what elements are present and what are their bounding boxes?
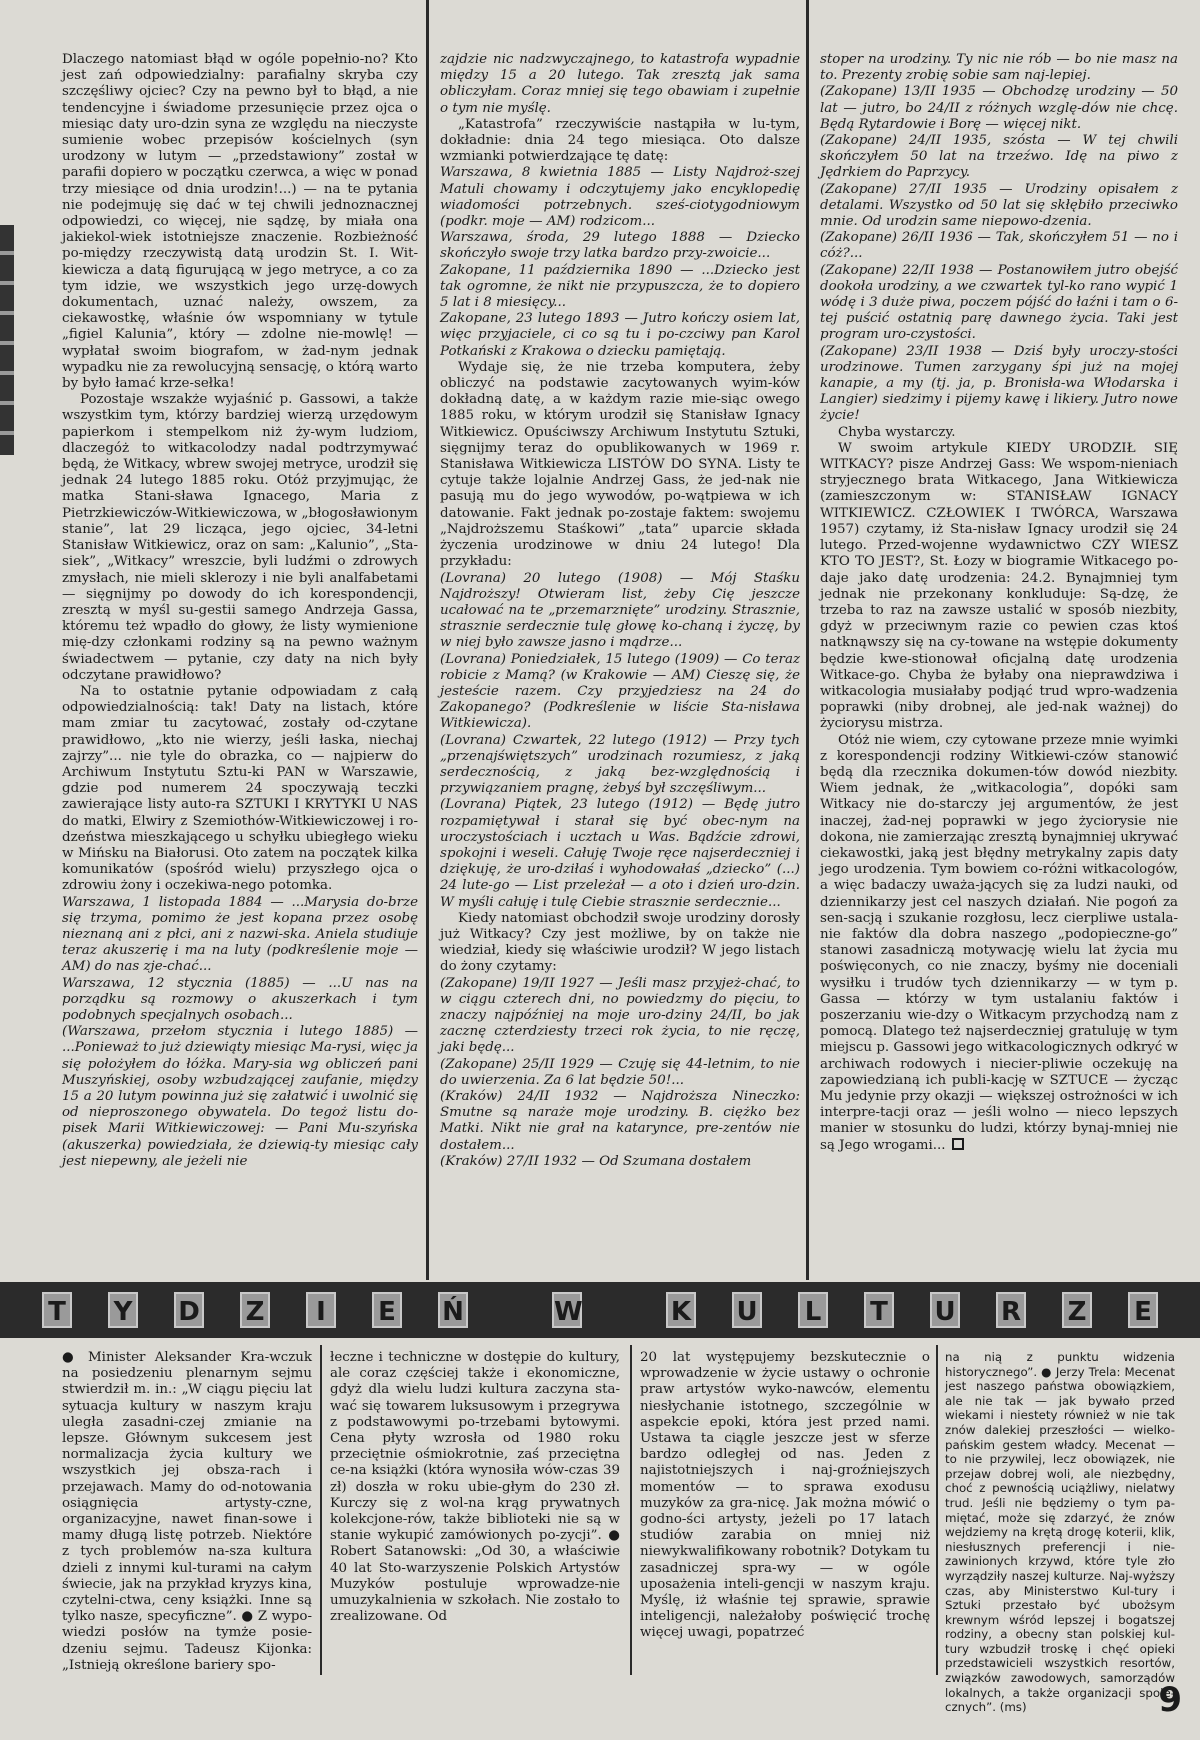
letter-quote: (Warszawa, przełom stycznia i lutego 1885) — ...Ponieważ to już dziewiąty miesiąc Ma-rysi, więc ja się położyłem do łóżka. Mary-sia wg obliczeń pani Muszyńskiej, osoby wzbudzającej zaufanie, między 15 a 20 lutym powinna już się załatwić i uwolnić się od nieproszonego obywatela. Do tegoż listu do-pisek Marii Witkiewiczowej: — Pani Mu-szyńska (akuszerka) powiedziała, że dziewią-ty miesiąc cały jest niepewny, ale jeżeli nie [62, 1024, 418, 1169]
banner-spacer [618, 1292, 630, 1328]
news-column-divider [936, 1345, 938, 1675]
letter-quote: Warszawa, 12 stycznia (1885) — ...U nas na porządku są rozmowy o akuszerkach i tym podobnych specjalnych osobach... [62, 975, 418, 1023]
paragraph: „Katastrofa” rzeczywiście nastąpiła w lu-tym, dokładnie: dnia 24 tego miesiąca. Oto dalsze wzmianki potwierdzające tę datę: [440, 116, 800, 165]
paragraph: Kiedy natomiast obchodził swoje urodziny dorosły już Witkacy? Czy jest możliwe, by on także nie wiedział, kiedy się właściwie urodził? W jego listach do żony czytamy: [440, 910, 800, 975]
banner-letter: R [996, 1292, 1026, 1328]
banner-letter: E [1128, 1292, 1158, 1328]
banner-letter: K [666, 1292, 696, 1328]
letter-quote: Warszawa, 1 listopada 1884 — ...Marysia do-brze się trzyma, pomimo że jest kopana przez osobę nieznaną ani z płci, ani z nazwi-ska. Aniela studiuje teraz akuszerię i ma na luty (podkreślenie moje — AM) do nas zje-chać... [62, 894, 418, 975]
article-column-1 [62, 52, 418, 1274]
letter-quote: (Kraków) 27/II 1932 — Od Szumana dostałem [440, 1153, 752, 1169]
paragraph: Chyba wystarczy. [838, 424, 956, 440]
news-column-divider [630, 1345, 632, 1675]
paragraph: Dlaczego natomiast błąd w ogóle popełnio-no? Kto jest zań odpowiedzialny: parafialny skryba czy szczęśliwy ojciec? Czy na pewno był to błąd, a nie tendencyjne i świadome przesunięcie przez ojca o miesiąc daty uro-dzin syna ze względu na nieczyste sumienie wobec przepisów kościelnych (syn urodzony w lutym — „przedstawiony” został w parafii dopiero w początku czerwca, a więc w ponad trzy miesiące od dnia urodzin!...) — na te pytania nie podejmuję się dać w tej chwili jednoznacznej odpowiedzi, co więcej, nie sądzę, by miała ona jakiekol-wiek istotniejsze znaczenie. Rozbieżność po-między rzeczywistą datą urodzin St. I. Wit-kiewicza a datą figurującą w jego metryce, a co za tym idzie, we wszystkich jego urzę-dowych dokumentach, uznać należy, owszem, za ciekawostkę, właśnie ów wspomniany w tytule „figiel Kalunia”, który — zdolne nie-mowlę! — wypłatał swoim biografom, w żad-nym jednak wypadku nie za rewolucyjną sensację, o którą warto by było łamać krze-sełka! [62, 52, 418, 392]
news-column-2: łeczne i techniczne w dostępie do kultury, ale coraz częściej także i ekonomiczne, gdyż dla wielu ludzi kultura zaczyna sta-wać się towarem luksusowym i przegrywa z podstawowymi po-trzebami bytowymi. Cena płyty wzrosła od 1980 roku przeciętnie ośmiokrotnie, zaś przeciętna ce-na książki (która wynosiła wów-czas 39 zł) doszła w roku ubie-głym do 230 zł. Kurczy się z wol-na krąg prywatnych kolekcjone-rów, także biblioteki nie są w stanie wykupić zamówionych po-zycji”. ● Robert Satanowski: „Od 30, a właściwie 40 lat Sto-warzyszenie Polskich Artystów Muzyków postuluje wprowadze-nie umuzykalnienia w szkołach. Nie zostało to zrealizowane. Od [330, 1350, 620, 1625]
banner-letter: T [42, 1292, 72, 1328]
news-column-3: 20 lat występujemy bezskutecznie o wprowadzenie w życie ustawy o ochronie praw artystów wyko-nawców, elementu niesłychanie istotnego, szczególnie w aspekcie epoki, która jest przed nami. Ustawa ta ciągle jeszcze jest w sferze bardzo odległej od nas. Jeden z najistotniejszych i naj-groźniejszych momentów — to sprawa exodusu muzyków za gra-nicę. Jak można mówić o godno-ści artysty, jeżeli po 17 latach studiów zarabia on mniej niż niewykwalifikowany robotnik? Dotykam tu zasadniczej spra-wy — w ogóle uposażenia inteli-gencji w naszym kraju. Myślę, iż właśnie tej sprawie, sprawie inteligencji, należałoby poświęcić trochę więcej uwagi, popatrzeć [640, 1350, 930, 1641]
banner-letter: U [930, 1292, 960, 1328]
banner-letter: T [864, 1292, 894, 1328]
letter-quote: Warszawa, 8 kwietnia 1885 — Listy Najdroż-szej Matuli chowamy i odczytujemy jako encyklopedię wiadomości potrzebnych. sześ-ciotygodniowym (podkr. moje — AM) rodzicom... [440, 165, 800, 230]
letter-quote: (Zakopane) 25/II 1929 — Czuję się 44-letnim, to nie do uwierzenia. Za 6 lat będzie 50!... [440, 1056, 800, 1088]
letter-quote: (Zakopane) 24/II 1935, szósta — W tej chwili skończyłem 50 lat na trzeźwo. Idę na piwo z Jędrkiem do Paprzycy. [820, 133, 1178, 181]
paragraph: W swoim artykule KIEDY URODZIŁ SIĘ WITKACY? pisze Andrzej Gass: We wspom-nieniach stryjecznego brata Witkacego, Jana Witkiewicza (zamieszczonym w: STANISŁAW IGNACY WITKIEWICZ. CZŁOWIEK I TWÓRCA, Warszawa 1957) czytamy, iż Sta-nisław Ignacy urodził się 24 lutego. Przed-wojenne wydawnictwo CZY WIESZ KTO TO JEST?, St. Łozy w biogramie Witkacego po-daje jako datę urodzenia: 24.2. Bynajmniej tym jednak nie przekonany konkluduje: Są-dzę, że trzeba to raz na zawsze ustalić w sposób niezbity, gdyż w przeciwnym razie co pewien czas ktoś natknąwszy się na cy-towane na wstępie dokumenty będzie kwe-stionował oficjalną datę urodzenia Witkace-go. Chyba że byłaby ona nieprawdziwa i witkacologia musiałaby podjąć trud wpro-wadzenia poprawki (niby drobnej, ale jed-nak ważnej) do życiorysu mistrza. [820, 440, 1178, 732]
letter-quote: zajdzie nic nadzwyczajnego, to katastrofa wypadnie między 15 a 20 lutego. Tak zresztą jak sama obliczyłam. Coraz mniej się tego obawiam i zupełnie o tym nie myślę. [440, 52, 800, 116]
banner-letter: W [552, 1292, 582, 1328]
section-banner [0, 1282, 1200, 1338]
letter-quote: (Zakopane) 26/II 1936 — Tak, skończyłem 51 — no i cóż?... [820, 230, 1178, 262]
news-column-1: ● Minister Aleksander Kra-wczuk na posiedzeniu plenarnym sejmu stwierdził m. in.: „W ciągu pięciu lat sytuacja kultury w naszym kraju uległa zasadni-czej zmianie na lepsze. Głównym sukcesem jest normalizacja życia kultury we wszystkich jej obsza-rach i przejawach. Mamy do od-notowania osiągnięcia artysty-czne, organizacyjne, nawet finan-sowe i mamy długą listę potrzeb. Niektóre z tych problemów na-sza kultura dzieli z innymi kul-turami na całym świecie, jak na przykład kryzys kina, czytelni-ctwa, ceny książki. Inne są tylko nasze, specyficzne”. ● Z wypo-wiedzi posłów na tymże posie-dzeniu sejmu. Tadeusz Kijonka: „Istnieją określone bariery spo- [62, 1350, 312, 1673]
banner-letter: I [306, 1292, 336, 1328]
article-column-2 [440, 52, 800, 1274]
paragraph: Na to ostatnie pytanie odpowiadam z całą odpowiedzialnością: tak! Daty na listach, które mam zmiar tu zacytować, zostały od-czytane prawidłowo, „kto nie wierzy, jeśli łaska, niechaj zajrzy”... nie tyle do obrazka, co — najpierw do Archiwum Instytutu Sztu-ki PAN w Warszawie, gdzie pod numerem 24 spoczywają teczki zawierające listy auto-ra SZTUKI I KRYTYKI U NAS do matki, Elwiry z Szemiothów-Witkiewiczowej i ro-dzeństwa mieszkającego u schyłku ubiegłego wieku w Mińsku na Białorusi. Oto zatem na początek kilka komunikatów (spośród wielu) przyszłego ojca o zdrowiu żony i oczekiwa-nego potomka. [62, 683, 418, 894]
column-divider [806, 0, 809, 1280]
news-column-4: na nią z punktu widzenia historycznego”. ● Jerzy Trela: Mecenat jest naszego państwa obowiązkiem, ale nie tak — jak bywało przed wiekami i niestety również w nie tak znów dalekiej przeszłości — wielko-pańskim gestem władcy. Mecenat — to nie przywilej, lecz obowiązek, nie przejaw dobrej woli, ale niezbędny, choć z pewnością uciążliwy, nielatwy trud. Jeśli nie będziemy o tym pa-miętać, może się zdarzyć, że znów wejdziemy na krętą drogę koterii, klik, niesłusznych preferencji i nie-zawinionych krzywd, które tyle zło wyrządziły naszej kulturze. Naj-wyższy czas, aby Ministerstwo Kul-tury i Sztuki przestało być ubożsym krewnym wśród lepszej i bogatszej rodziny, a obecny stan polskiej kul-tury wzbudził troskę i chęć opieki przedstawicieli wszystkich resortów, związków zawodowych, samorządów lokalnych, a także organizacji społe-cznych”. (ms) [945, 1350, 1175, 1715]
banner-letter: Ń [438, 1292, 468, 1328]
page-number: 9 [1158, 1680, 1182, 1720]
paragraph [820, 733, 1178, 1154]
paragraph: Wydaje się, że nie trzeba komputera, żeby obliczyć na podstawie zacytowanych wyim-ków dokładną datę, a w każdym razie mie-siąc owego 1885 roku, w którym urodził się Stanisław Ignacy Witkiewicz. Opuściwszy Archiwum Instytutu Sztuki, sięgnijmy teraz do opublikowanych w 1969 r. Stanisława Witkiewicza LISTÓW DO SYNA. Listy te cytuje także lojalnie Andrzej Gass, że jed-nak nie pasują mu do jego wywodów, po-wątpiewa w ich datowanie. Fakt jednak po-zostaje faktem: swojemu „Najdroższemu Staśkowi” „tata” uparcie składa życzenia urodzinowe w dniu 24 lutego! Dla przykładu: [440, 359, 800, 570]
letter-quote: Zakopane, 23 lutego 1893 — Jutro kończy osiem lat, więc przyjaciele, ci co są tu i po-czciwy pan Karol Potkański z Krakowa o dziecku pamiętają. [440, 311, 800, 359]
letter-quote: stoper na urodziny. Ty nic nie rób — bo nie masz na to. Prezenty zrobię sobie sam naj-lepiej. [820, 52, 1178, 84]
banner-spacer [504, 1292, 516, 1328]
letter-quote: (Lovrana) Piątek, 23 lutego (1912) — Będę jutro rozpamiętywał i starał się być obec-nym na uroczystościach i ucztach u Was. Bądźcie zdrowi, spokojni i weseli. Całuję Twoje ręce najserdeczniej i dziękuję, że uro-dziłaś i wyhodowałaś „dziecko” (...) 24 lute-go — List przeleżał — a oto i dzień uro-dzin. W myśli całuję i tulę Ciebie strasznie serdecznie... [440, 797, 800, 910]
edge-marker-strip [0, 225, 14, 455]
banner-letter: E [372, 1292, 402, 1328]
banner-letter: Z [1062, 1292, 1092, 1328]
column-divider [426, 0, 429, 1280]
banner-letter: D [174, 1292, 204, 1328]
letter-quote: (Zakopane) 27/II 1935 — Urodziny opisałem z detalami. Wszystko od 50 lat się skłębiło przeciwko mnie. Od urodzin same niepowo-dzenia. [820, 181, 1178, 230]
letter-quote: (Zakopane) 13/II 1935 — Obchodzę urodziny — 50 lat — jutro, bo 24/II z różnych wzglę-dów nie chcę. Będą Rytardowie i Borę — więcej nikt. [820, 84, 1178, 132]
banner-letter: L [798, 1292, 828, 1328]
letter-quote: (Kraków) 24/II 1932 — Najdroższa Nineczko: Smutne są naraże moje urodziny. B. ciężko bez Matki. Nikt nie grał na katarynce, pre-zentów nie dostałem... [440, 1089, 800, 1153]
news-column-divider [320, 1345, 322, 1675]
banner-letter: Z [240, 1292, 270, 1328]
letter-quote: (Lovrana) 20 lutego (1908) — Mój Staśku Najdroższy! Otwieram list, żeby Cię jeszcze ucałować na te „przemarznięte” urodziny. Strasznie, strasznie serdecznie tulę głowę ko-chaną i życzę, by w niej było zawsze jasno i mądrze... [440, 570, 800, 651]
letter-quote: Zakopane, 11 października 1890 — ...Dziecko jest tak ogromne, że nikt nie przypuszcza, że to dopiero 5 lat i 8 miesięcy... [440, 262, 800, 311]
letter-quote: (Lovrana) Poniedziałek, 15 lutego (1909) — Co teraz robicie z Mamą? (w Krakowie — AM) Cieszę się, że jesteście razem. Czy przyjedziesz na 24 do Zakopanego? (Podkreślenie w liście Sta-nisława Witkiewicza). [440, 651, 800, 732]
letter-quote: (Lovrana) Czwartek, 22 lutego (1912) — Przy tych „przenajświętszych” urodzinach rozumiesz, z jaką serdecznością, z jaką bez-względnością i przywiązaniem pragnę, żebyś był szczęśliwym... [440, 732, 800, 797]
letter-quote: (Zakopane) 22/II 1938 — Postanowiłem jutro obejść dookoła urodziny, a we czwartek tyl-ko rano wypić 1 wódę i 3 duże piwa, poczem pójść do łaźni i tam o 6-tej puścić ostatnią parę dawnego życia. Taki jest program uro-czystości. [820, 262, 1178, 343]
paragraph: Pozostaje wszakże wyjaśnić p. Gassowi, a także wszystkim tym, którzy bardziej wierzą urzędowym papierkom i stempelkom niż ży-wym ludziom, dlaczegóż to witkacolodzy nadal podtrzymywać będą, że Witkacy, wbrew swojej metryce, urodził się jednak 24 lutego 1885 roku. Otóż przyjmując, że matka Stani-sława Ignacego, Maria z Pietrzkiewiczów-Witkiewiczowa, w „błogosławionym stanie”, lat 29 licząca, jego ojciec, 34-letni Stanisław Witkiewicz, oraz on sam: „Kalunio”, „Sta-siek”, „Witkacy” wreszcie, byli ludźmi o zdrowych zmysłach, nie mieli sklerozy i nie byli analfabetami — sięgnijmy po dowody do ich korespondencji, zresztą w myśl su-gestii samego Andrzeja Gassa, któremu też wpadło do głowy, że listy wymienione mię-dzy członkami rodziny są na pewno ważnym świadectwem — pytanie, czy daty na nich były odczytane prawidłowo? [62, 392, 418, 683]
article-column-3 [820, 52, 1178, 1274]
end-of-article-icon [952, 1138, 964, 1150]
letter-quote: Warszawa, środa, 29 lutego 1888 — Dziecko skończyło swoje trzy latka bardzo przy-zwoicie... [440, 230, 800, 262]
banner-letter: Y [108, 1292, 138, 1328]
letter-quote: (Zakopane) 23/II 1938 — Dziś były uroczy-stości urodzinowe. Tumen zarzygany śpi już na mojej kanapie, a my (tj. ja, p. Bronisła-wa Włodarska i Langier) siedzimy i pijemy kawę i likiery. Jutro nowe życie! [820, 343, 1178, 424]
banner-letter: U [732, 1292, 762, 1328]
closing-paragraph-text: Otóż nie wiem, czy cytowane przeze mnie wyimki z korespondencji rodziny Witkiewi-czów stanowić będą dla rzecznika dokumen-tów dowód niezbity. Wiem jednak, że „witkacologia”, dopóki sam Witkacy nie do-starczy jej argumentów, że jest inaczej, żad-nej poprawki w jego życiorysie nie dokona, nie zamierzając zresztą bynajmniej ukrywać ciekawostki, jaką jest błędny metrykalny zapis daty jego urodzenia. Tym bowiem co-różni witkacologów, a więc badaczy uważa-jących się za ludzi nauki, od dziennikarzy jest cel naszych działań. Nie pogoń za sen-sacją i szukanie rozgłosu, lecz cierpliwe ustala-nie faktów dla dobra naszego „podopieczne-go” stanowi zasadniczą motywację wielu lat życia mu poświęconych, co nie znaczy, byśmy nie doceniali wysiłku i trudów tych dziennikarzy — w tym p. Gassa — którzy w tym ustalaniu faktów i poszerzaniu wie-dzy o Witkacym przychodzą nam z pomocą. Dlatego też najserdeczniej gratuluję w tym miejscu p. Gassowi jego witkacologicznych odkryć w archiwach rodowych i niecier-pliwie oczekuję na zapowiedzianą ich publi-kację w SZTUCE — życząc Mu jedynie przy okazji — większej ostrożności w ich interpre-tacji oraz — jeśli wolno — nieco lepszych manier w stosunku do ludzi, którzy bynaj-mniej nie są Jego wrogami... [820, 732, 1178, 1153]
letter-quote: (Zakopane) 19/II 1927 — Jeśli masz przyjeż-chać, to w ciągu czterech dni, no powiedzmy do pięciu, to znaczy najpóźniej na moje uro-dziny 24/II, bo jak zacznę czterdziesty trzeci rok życia, to nie ręczę, jaki będę... [440, 975, 800, 1056]
